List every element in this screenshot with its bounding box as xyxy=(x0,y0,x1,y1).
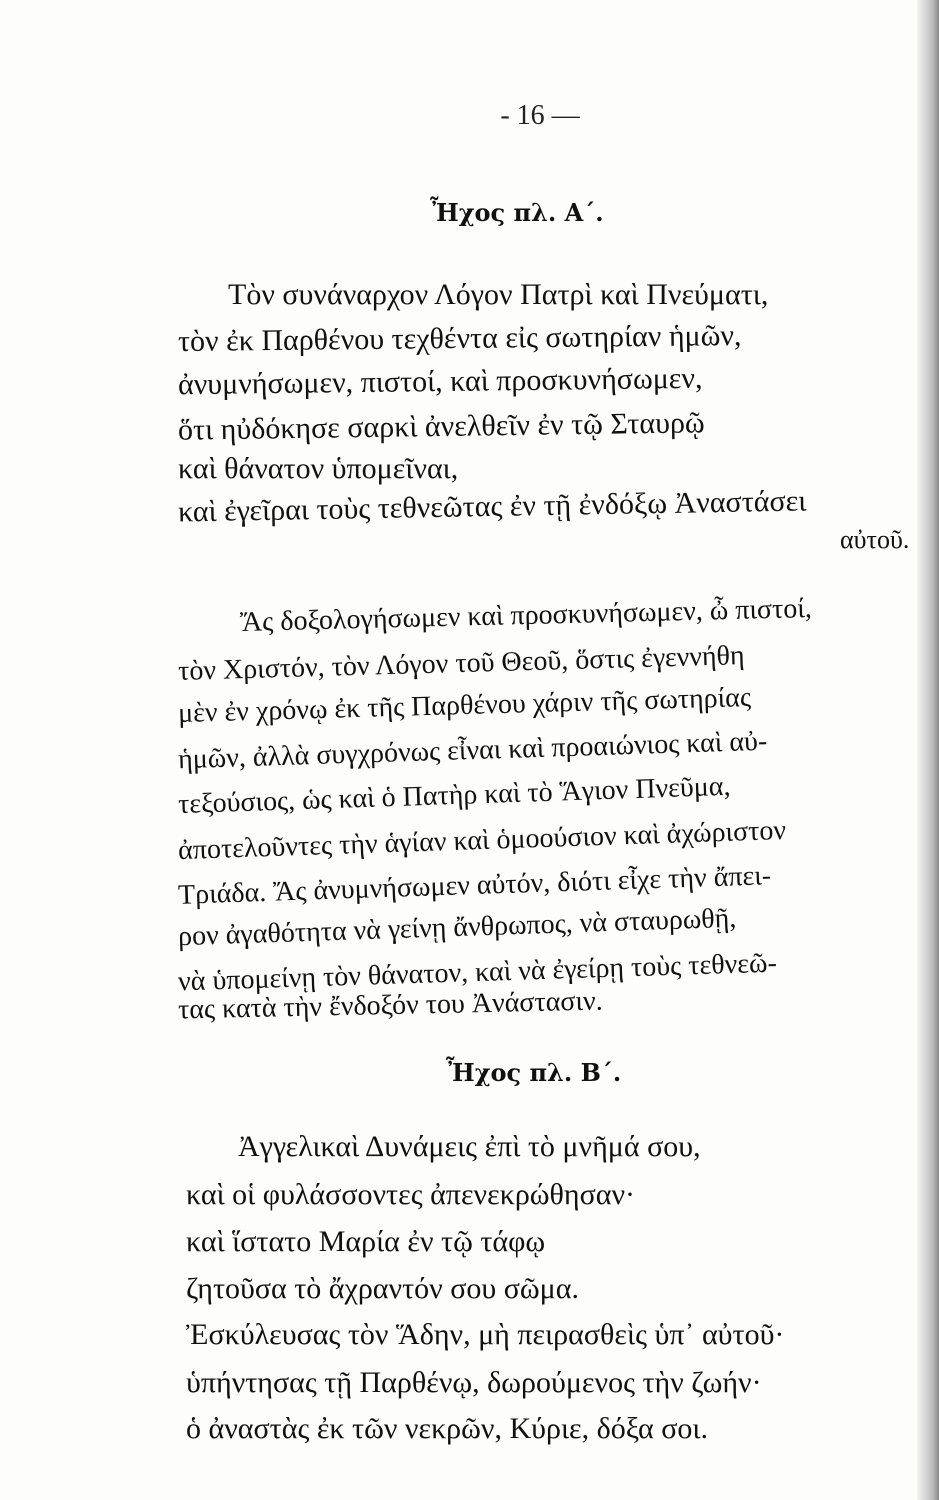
verse-line: Ἄς δοξολογήσωμεν καὶ προσκυνήσωμεν, ὦ πιστοί, xyxy=(239,593,813,638)
page-number: - 16 — xyxy=(500,100,580,131)
verse-line: ζητοῦσα τὸ ἄχραντόν σου σῶμα. xyxy=(186,1272,579,1305)
verse-line: ἀποτελοῦντες τὴν ἁγίαν καὶ ὁμοούσιον καὶ ἀχώριστον xyxy=(177,814,787,867)
verse-line: ὅτι ηὐδόκησε σαρκὶ ἀνελθεῖν ἐν τῷ Σταυρῷ xyxy=(177,406,705,447)
verse-line: τὸν Χριστόν, τὸν Λόγον τοῦ Θεοῦ, ὅστις ἐγεννήθη xyxy=(177,640,746,687)
verse-line: ὁ ἀναστὰς ἐκ τῶν νεκρῶν, Κύριε, δόξα σοι. xyxy=(186,1412,708,1445)
verse-line: Ἀγγελικαὶ Δυνάμεις ἐπὶ τὸ μνῆμά σου, xyxy=(238,1130,701,1163)
verse-line: τας κατὰ τὴν ἔνδοξόν του Ἀνάστασιν. xyxy=(177,985,603,1026)
page-edge-shadow xyxy=(917,0,939,1500)
verse-line: Τὸν συνάναρχον Λόγον Πατρὶ καὶ Πνεύματι, xyxy=(228,278,769,311)
verse-line: καὶ ἵστατο Μαρία ἐν τῷ τάφῳ xyxy=(186,1225,546,1258)
verse-line: αὐτοῦ. xyxy=(840,525,910,554)
verse-line: τὸν ἐκ Παρθένου τεχθέντα εἰς σωτηρίαν ἡμῶν, xyxy=(177,319,742,358)
verse-line: Ἐσκύλευσας τὸν Ἅδην, μὴ πειρασθεὶς ὑπ᾽ αὐτοῦ· xyxy=(186,1318,785,1351)
tone-heading-1: Ἦχος πλ. Α΄. xyxy=(430,198,604,227)
verse-line: ὑπήντησας τῇ Παρθένῳ, δωρούμενος τὴν ζωήν· xyxy=(186,1366,762,1399)
tone-heading-2: Ἦχος πλ. Β΄. xyxy=(446,1058,622,1087)
verse-line: νὰ ὑπομείνῃ τὸν θάνατον, καὶ νὰ ἐγείρῃ τοὺς τεθνεῶ- xyxy=(177,947,778,998)
verse-line: καὶ ἐγεῖραι τοὺς τεθνεῶτας ἐν τῇ ἐνδόξῳ Ἀναστάσει xyxy=(177,484,807,529)
verse-line: μὲν ἐν χρόνῳ ἐκ τῆς Παρθένου χάριν τῆς σωτηρίας xyxy=(177,682,752,729)
verse-line: Τριάδα. Ἄς ἀνυμνήσωμεν αὐτόν, διότι εἶχε τὴν ἄπει- xyxy=(177,860,772,911)
verse-line: καὶ θάνατον ὑπομεῖναι, xyxy=(178,452,459,485)
verse-line: ρον ἀγαθότητα νὰ γείνῃ ἄνθρωπος, νὰ σταυρωθῇ, xyxy=(177,902,737,953)
verse-line: τεξούσιος, ὡς καὶ ὁ Πατὴρ καὶ τὸ Ἅγιον Πνεῦμα, xyxy=(177,770,731,821)
verse-line: ἡμῶν, ἀλλὰ συγχρόνως εἶναι καὶ προαιώνιος καὶ αὐ- xyxy=(177,725,768,776)
verse-line: ἀνυμνήσωμεν, πιστοί, καὶ προσκυνήσωμεν, xyxy=(177,361,703,402)
verse-line: καὶ οἱ φυλάσσοντες ἀπενεκρώθησαν· xyxy=(186,1178,636,1211)
